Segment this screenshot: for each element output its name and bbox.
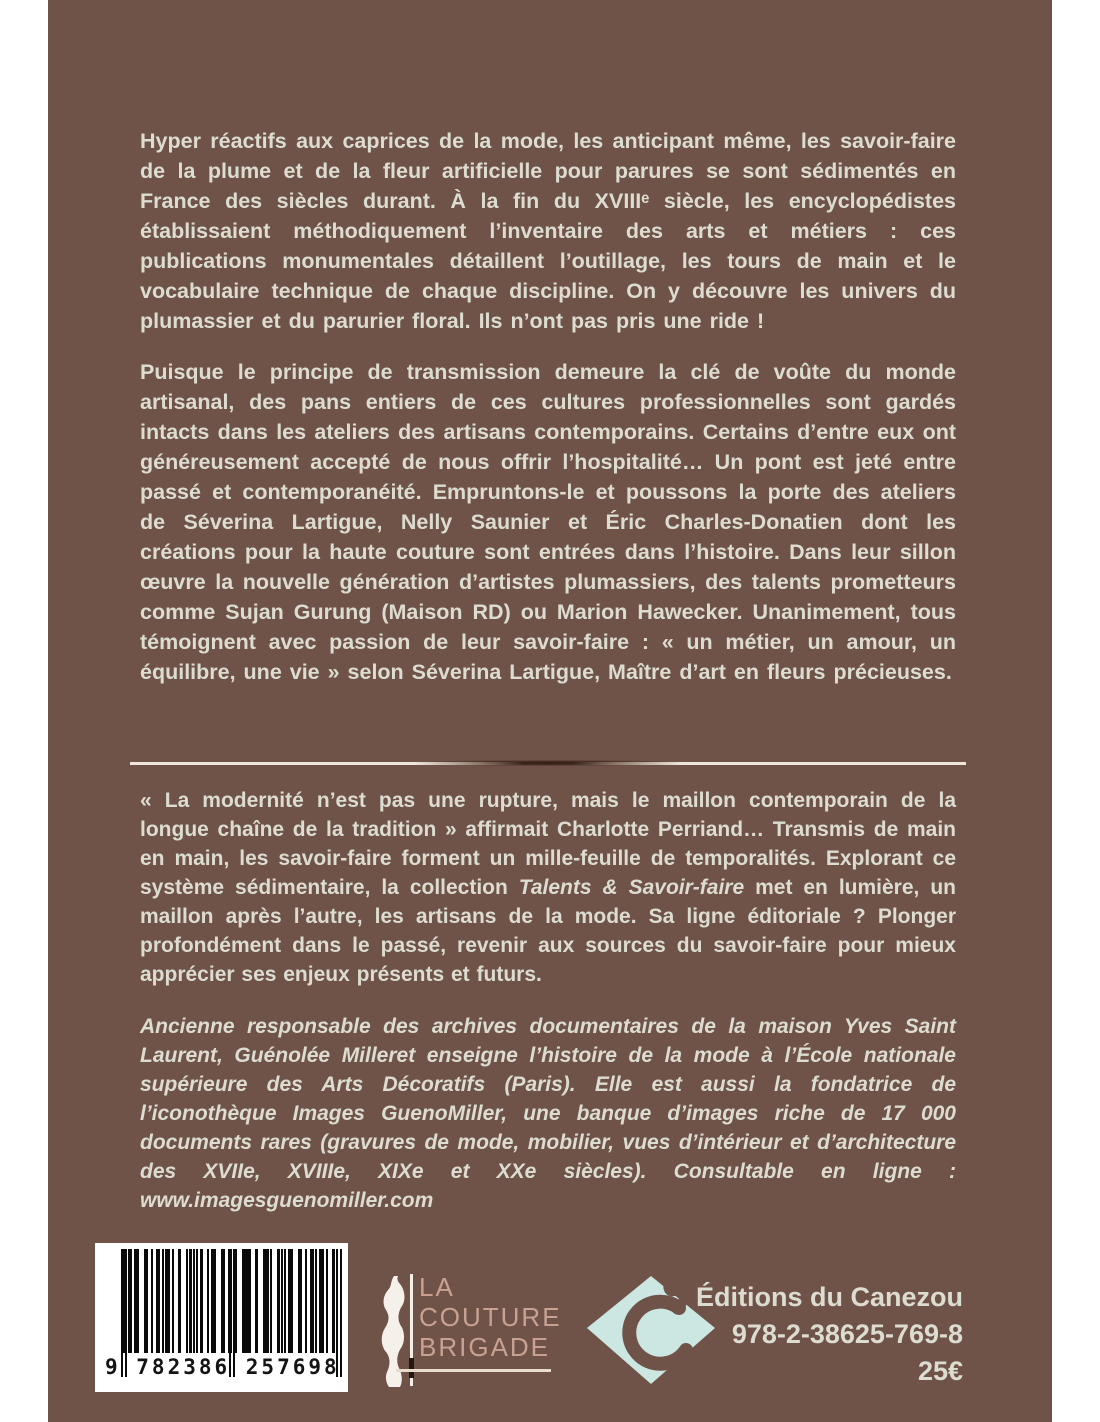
logo-underline bbox=[396, 1369, 551, 1372]
book-back-cover bbox=[48, 0, 1052, 1422]
publisher-name: Éditions du Canezou bbox=[696, 1282, 963, 1312]
barcode-digits: 9 782386 257698 bbox=[105, 1355, 340, 1379]
paragraph-ateliers: Puisque le principe de transmission demeure la clé de voûte du monde artisanal, des pans entiers de ces cultures professionnelles sont gardés intacts dans les ateliers des artisans contemporains. Certains d’entre eux ont généreusement accepté de nous offrir l’hospitalité… Un pont est jeté entre passé et contemporanéité. Empruntons-le et poussons la porte des ateliers de Séverina Lartigue, Nelly Saunier et Éric Charles-Donatien dont les créations pour la haute couture sont entrées dans l’histoire. Dans leur sillon œuvre la nouvelle génération d’artistes plumassiers, des talents prometteurs comme Sujan Gurung (Maison RD) ou Marion Hawecker. Unanimement, tous témoignent avec passion de leur savoir-faire : « un métier, un amour, un équilibre, une vie » selon Séverina Lartigue, Maître d’art en fleurs précieuses. bbox=[140, 360, 956, 684]
collection-title: Talents & Savoir-faire bbox=[518, 876, 745, 899]
barcode bbox=[95, 1243, 348, 1392]
barcode-guard-bar bbox=[340, 1249, 342, 1377]
publisher-block bbox=[633, 1279, 963, 1390]
editorial-text: met en lumière, un maillon après l’autre, les artisans de la mode. Sa ligne éditoriale ? Plonger profondément dans le passé, revenir aux sources du savoir-faire pour mieux apprécier ses enjeux présents et futurs. bbox=[140, 876, 956, 986]
paragraph-collection bbox=[140, 786, 956, 989]
logo-cross-tick bbox=[409, 1358, 414, 1378]
paragraph-author-bio: Ancienne responsable des archives documentaires de la maison Yves Saint Laurent, Guénolée Milleret enseigne l’histoire de la mode à l’École nationale supérieure des Arts Décoratifs (Paris). Elle est aussi la fondatrice de l’iconothèque Images GuenoMiller, une banque d’images riche de 17 000 documents rares (gravures de mode, mobilier, vues d’intérieur et d’architecture des XVIIe, XVIIIe, XIXe et XXe siècles). Consultable en ligne : www.imagesguenomiller.com bbox=[140, 1015, 956, 1212]
price: 25€ bbox=[917, 1356, 963, 1386]
divider-rule bbox=[130, 759, 966, 767]
brand-word-couture: COUTURE bbox=[419, 1302, 562, 1332]
isbn-number: 978-2-38625-769-8 bbox=[731, 1319, 963, 1349]
quote-text: « La modernité n’est pas une rupture, mais le maillon contemporain de la longue chaîne de la tradition » affirmait Charlotte Perriand… Transmis de main en main, les savoir-faire forment un mille-feuille de temporalités. Explorant ce système sédimentaire, la collection bbox=[140, 789, 956, 899]
brand-word-brigade: BRIGADE bbox=[419, 1332, 551, 1362]
paragraph-intro: Hyper réactifs aux caprices de la mode, les anticipant même, les savoir-faire de la plume et de la fleur artificielle pour parures se sont sédimentés en France des siècles durant. À la fin du XVIIIᵉ siècle, les encyclopédistes établissaient méthodiquement l’inventaire des arts et métiers : ces publications monumentales détaillent l’outillage, les tours de main et le vocabulaire technique de chaque discipline. On y découvre les univers du plumassier et du parurier floral. Ils n’ont pas pris une ride ! bbox=[140, 129, 956, 333]
divider-line bbox=[130, 762, 966, 765]
couture-brigade-logo bbox=[378, 1272, 603, 1392]
brand-word-la: LA bbox=[419, 1272, 455, 1302]
